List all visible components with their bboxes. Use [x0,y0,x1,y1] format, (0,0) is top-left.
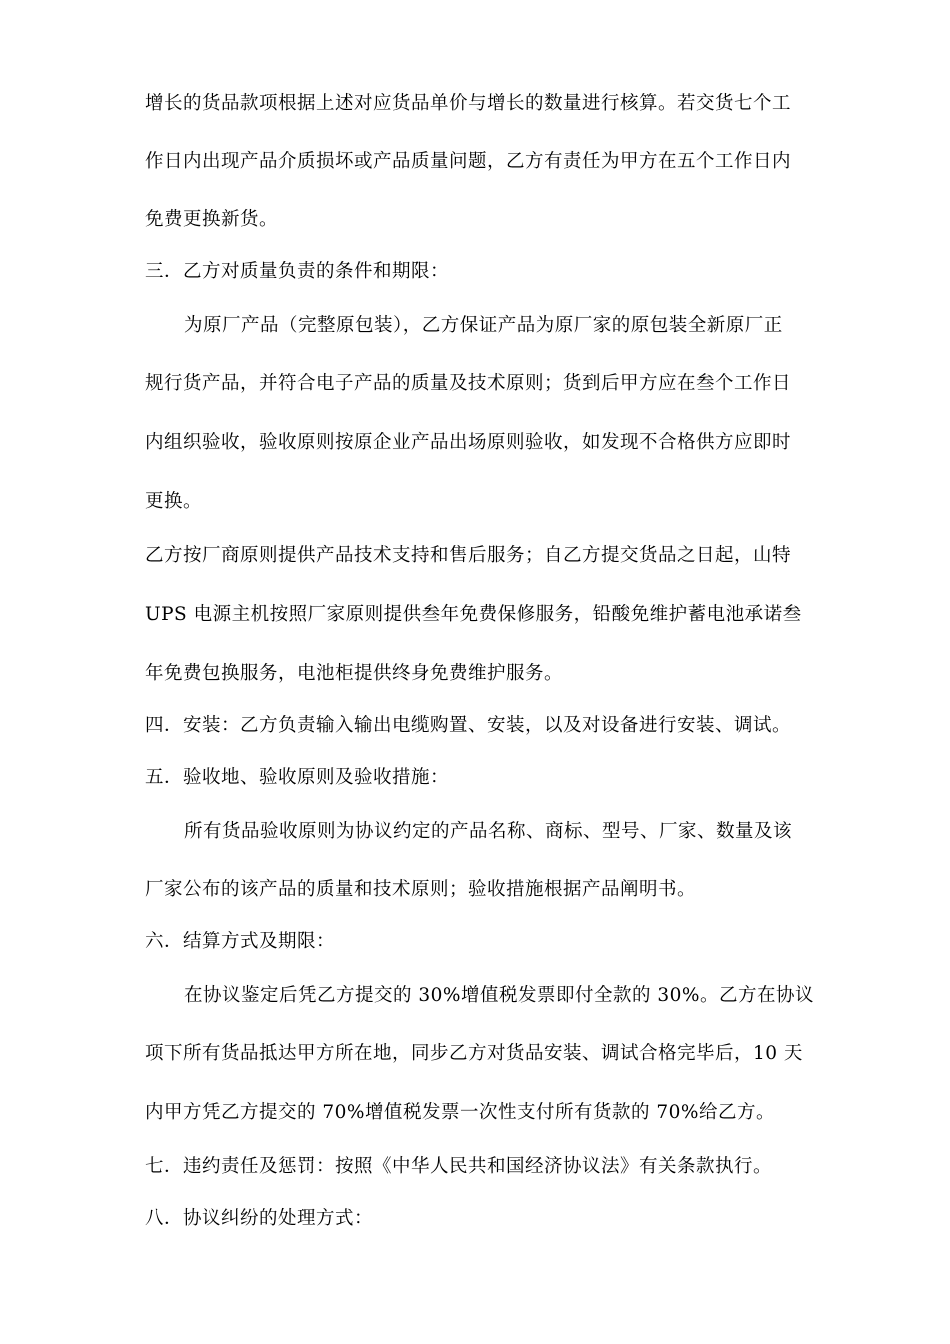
text-line: 免费更换新货。 [145,209,279,230]
text-line: 在协议鉴定后凭乙方提交的 30%增值税发票即付全款的 30%。乙方在协议 [184,985,815,1006]
section-heading-8: 八．协议纠纷的处理方式： [145,1208,374,1229]
text-line: 规行货产品，并符合电子产品的质量及技术原则；货到后甲方应在叁个工作日 [145,373,792,394]
text-line: UPS 电源主机按照厂家原则提供叁年免费保修服务，铅酸免维护蓄电池承诺叁 [145,604,802,625]
section-heading-7: 七．违约责任及惩罚：按照《中华人民共和国经济协议法》有关条款执行。 [145,1156,773,1177]
text-line: 乙方按厂商原则提供产品技术支持和售后服务；自乙方提交货品之日起，山特 [145,545,792,566]
section-heading-4: 四．安装：乙方负责输入输出电缆购置、安装，以及对设备进行安装、调试。 [145,715,792,736]
text-line: 项下所有货品抵达甲方所在地，同步乙方对货品安装、调试合格完毕后，10 天 [145,1043,803,1064]
section-heading-5: 五．验收地、验收原则及验收措施： [145,767,450,788]
text-line: 为原厂产品（完整原包装），乙方保证产品为原厂家的原包装全新原厂正 [184,315,783,336]
text-line: 内组织验收，验收原则按原企业产品出场原则验收，如发现不合格供方应即时 [145,432,792,453]
text-line: 增长的货品款项根据上述对应货品单价与增长的数量进行核算。若交货七个工 [145,93,792,114]
text-line: 作日内出现产品介质损坏或产品质量问题，乙方有责任为甲方在五个工作日内 [145,151,792,172]
text-line: 年免费包换服务，电池柜提供终身免费维护服务。 [145,663,564,684]
section-heading-6: 六．结算方式及期限： [145,931,336,952]
section-heading-3: 三．乙方对质量负责的条件和期限： [145,261,450,282]
text-line: 所有货品验收原则为协议约定的产品名称、商标、型号、厂家、数量及该 [184,821,793,842]
text-line: 厂家公布的该产品的质量和技术原则；验收措施根据产品阐明书。 [145,879,697,900]
text-line: 更换。 [145,491,203,512]
text-line: 内甲方凭乙方提交的 70%增值税发票一次性支付所有货款的 70%给乙方。 [145,1102,776,1123]
